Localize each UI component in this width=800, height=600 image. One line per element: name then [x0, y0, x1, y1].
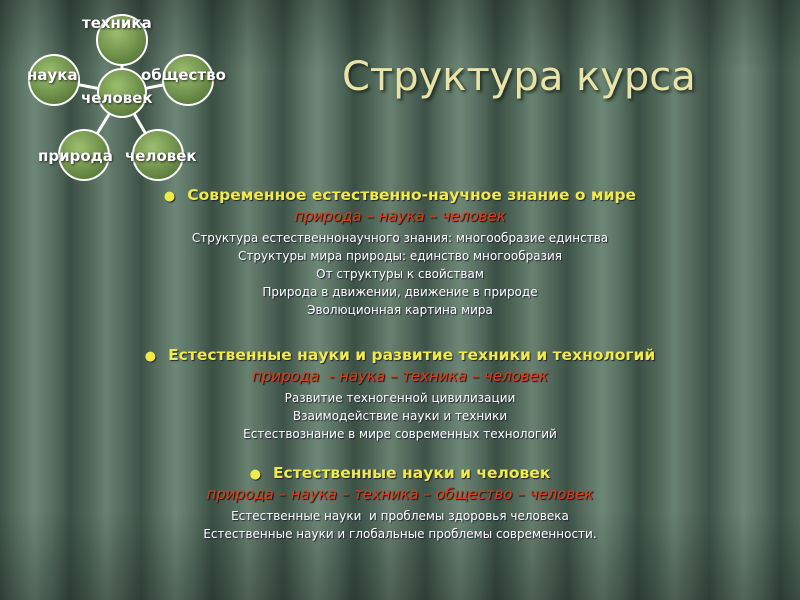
- section-3-heading-text: Естественные науки и человек: [272, 464, 551, 482]
- section-1-line: Эволюционная картина мира: [307, 303, 493, 317]
- section-1: [0, 186, 800, 319]
- section-2-line: Развитие техногенной цивилизации: [284, 391, 516, 405]
- node-label-priroda: природа: [38, 147, 113, 165]
- section-3-subheading: природа – наука – техника – общество – человек: [206, 485, 594, 503]
- section-2-subheading: природа - наука – техника – человек: [252, 367, 548, 385]
- node-label-obshchestvo: общество: [141, 66, 226, 84]
- section-1-subheading: природа – наука – человек: [294, 207, 506, 225]
- section-2-line: Естествознание в мире современных технологий: [243, 427, 557, 441]
- bullet-icon: ●: [249, 467, 261, 482]
- section-1-heading: [0, 186, 800, 204]
- node-label-tehnika: техника: [82, 14, 152, 32]
- bullet-icon: ●: [144, 349, 157, 364]
- section-1-line: Природа в движении, движение в природе: [262, 285, 538, 299]
- node-label-center: человек: [81, 89, 153, 107]
- section-1-line: От структуры к свойствам: [316, 267, 484, 281]
- section-3-line: Естественные науки и проблемы здоровья человека: [231, 509, 569, 523]
- section-1-line: Структура естественнонаучного знания: многообразие единства: [191, 231, 609, 245]
- section-3-heading: [0, 464, 800, 482]
- section-3: [0, 464, 800, 543]
- section-2-heading-text: Естественные науки и развитие техники и технологий: [168, 346, 656, 364]
- section-1-heading-text: Современное естественно-научное знание о мире: [187, 186, 637, 204]
- node-label-nauka: наука: [27, 66, 78, 84]
- section-2-heading: [0, 346, 800, 364]
- section-1-line: Структуры мира природы: единство многообразия: [238, 249, 562, 263]
- node-label-chelovek: человек: [125, 147, 197, 165]
- section-2: [0, 346, 800, 443]
- section-3-line: Естественные науки и глобальные проблемы современности.: [203, 527, 597, 541]
- section-2-line: Взаимодействие науки и техники: [292, 409, 508, 423]
- slide-content: [0, 186, 800, 543]
- slide-title: Структура курса: [342, 54, 696, 100]
- bullet-icon: ●: [163, 189, 176, 204]
